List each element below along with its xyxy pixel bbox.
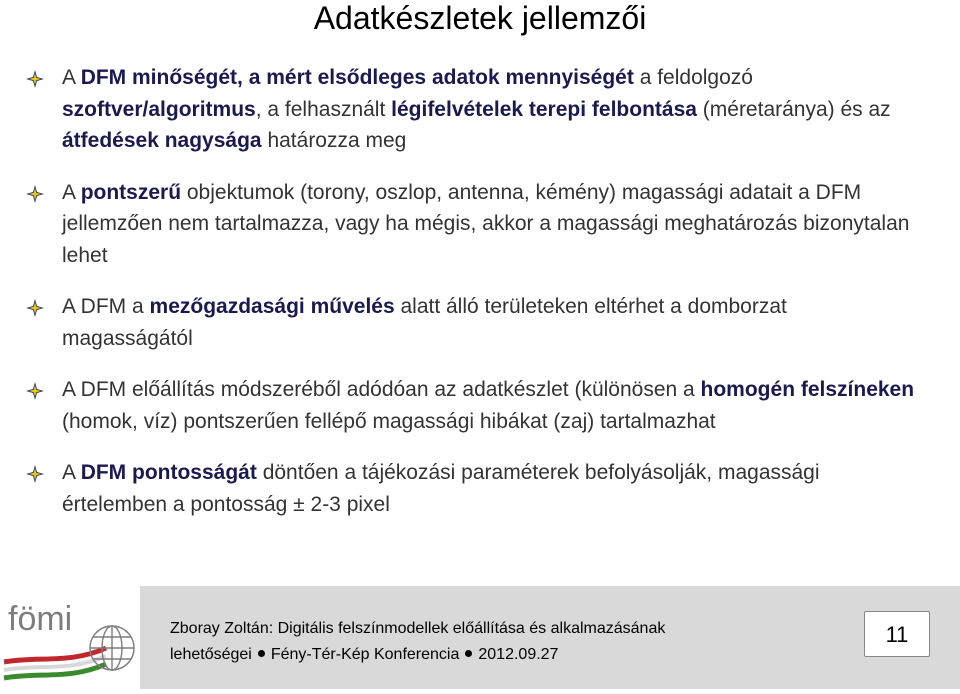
bullet-text: A — [62, 66, 81, 89]
bullet-text: objektumok (torony, oszlop, antenna, kémény) magassági adatait a DFM jellemzően nem tartalmazza, vagy ha mégis, akkor a magassági meghatározás bizonytalan lehet — [62, 180, 910, 267]
diamond-star-icon — [26, 465, 44, 483]
bullet-item — [0, 177, 960, 272]
bullet-text: (homok, víz) pontszerűen fellépő magassági hibákat (zaj) tartalmazhat — [62, 409, 716, 433]
bullet-text: A DFM a — [62, 295, 150, 318]
bullet-text: , a felhasznált — [255, 97, 392, 121]
svg-text:fömi: fömi — [8, 600, 73, 638]
bullet-item — [0, 374, 960, 437]
bullet-list — [0, 62, 960, 540]
bold-text: DFM pontosságát — [80, 461, 257, 484]
slide-title: Adatkészletek jellemzői — [313, 0, 647, 36]
footer-line-2-part-c: 2012.09.27 — [478, 646, 559, 663]
bullet-text: a feldolgozó — [633, 66, 753, 89]
bold-text: átfedések nagysága — [62, 129, 262, 152]
diamond-star-icon — [26, 185, 44, 203]
bullet-text: A — [62, 461, 81, 484]
bullet-item — [0, 291, 960, 354]
bullet-text: (méretaránya) és az — [696, 97, 891, 121]
bullet-text: A — [62, 180, 81, 204]
diamond-star-icon — [26, 299, 44, 317]
bullet-text: alatt álló területeken eltérhet a domborzat magasságától — [62, 295, 787, 350]
footer-band — [140, 586, 960, 689]
bold-text: homogén felszíneken — [700, 378, 915, 401]
bold-text: DFM minőségét, a mért elsődleges adatok mennyiségét — [80, 66, 634, 89]
globe-logo-icon — [0, 586, 140, 689]
diamond-star-icon — [26, 382, 44, 400]
bullet-text: A DFM előállítás módszeréből adódóan az adatkészlet (különösen a — [62, 378, 701, 401]
diamond-star-icon — [26, 70, 44, 88]
bullet-dot-icon — [258, 650, 265, 657]
bullet-item — [0, 62, 960, 157]
footer-line-1: Zboray Zoltán: Digitális felszínmodellek előállítása és alkalmazásának — [170, 620, 666, 637]
page-number: 11 — [864, 611, 930, 657]
bullet-dot-icon — [465, 650, 472, 657]
fomi-logo — [0, 586, 140, 689]
bullet-text: határozza meg — [261, 129, 407, 152]
footer-line-2 — [170, 642, 665, 668]
bullet-text: döntően a tájékozási paraméterek befolyásolják, magassági értelemben a pontosság ± 2-3 pixel — [62, 461, 820, 516]
bullet-item — [0, 457, 960, 520]
footer-text — [170, 616, 665, 668]
bold-text: szoftver/algoritmus — [62, 97, 256, 121]
bold-text: légifelvételek terepi felbontása — [391, 97, 697, 121]
bold-text: mezőgazdasági művelés — [149, 295, 395, 318]
slide-footer — [0, 586, 960, 689]
footer-line-2-part-a: lehetőségei — [170, 646, 252, 663]
footer-line-2-part-b: Fény-Tér-Kép Konferencia — [270, 646, 460, 663]
bold-text: pontszerű — [80, 180, 182, 204]
